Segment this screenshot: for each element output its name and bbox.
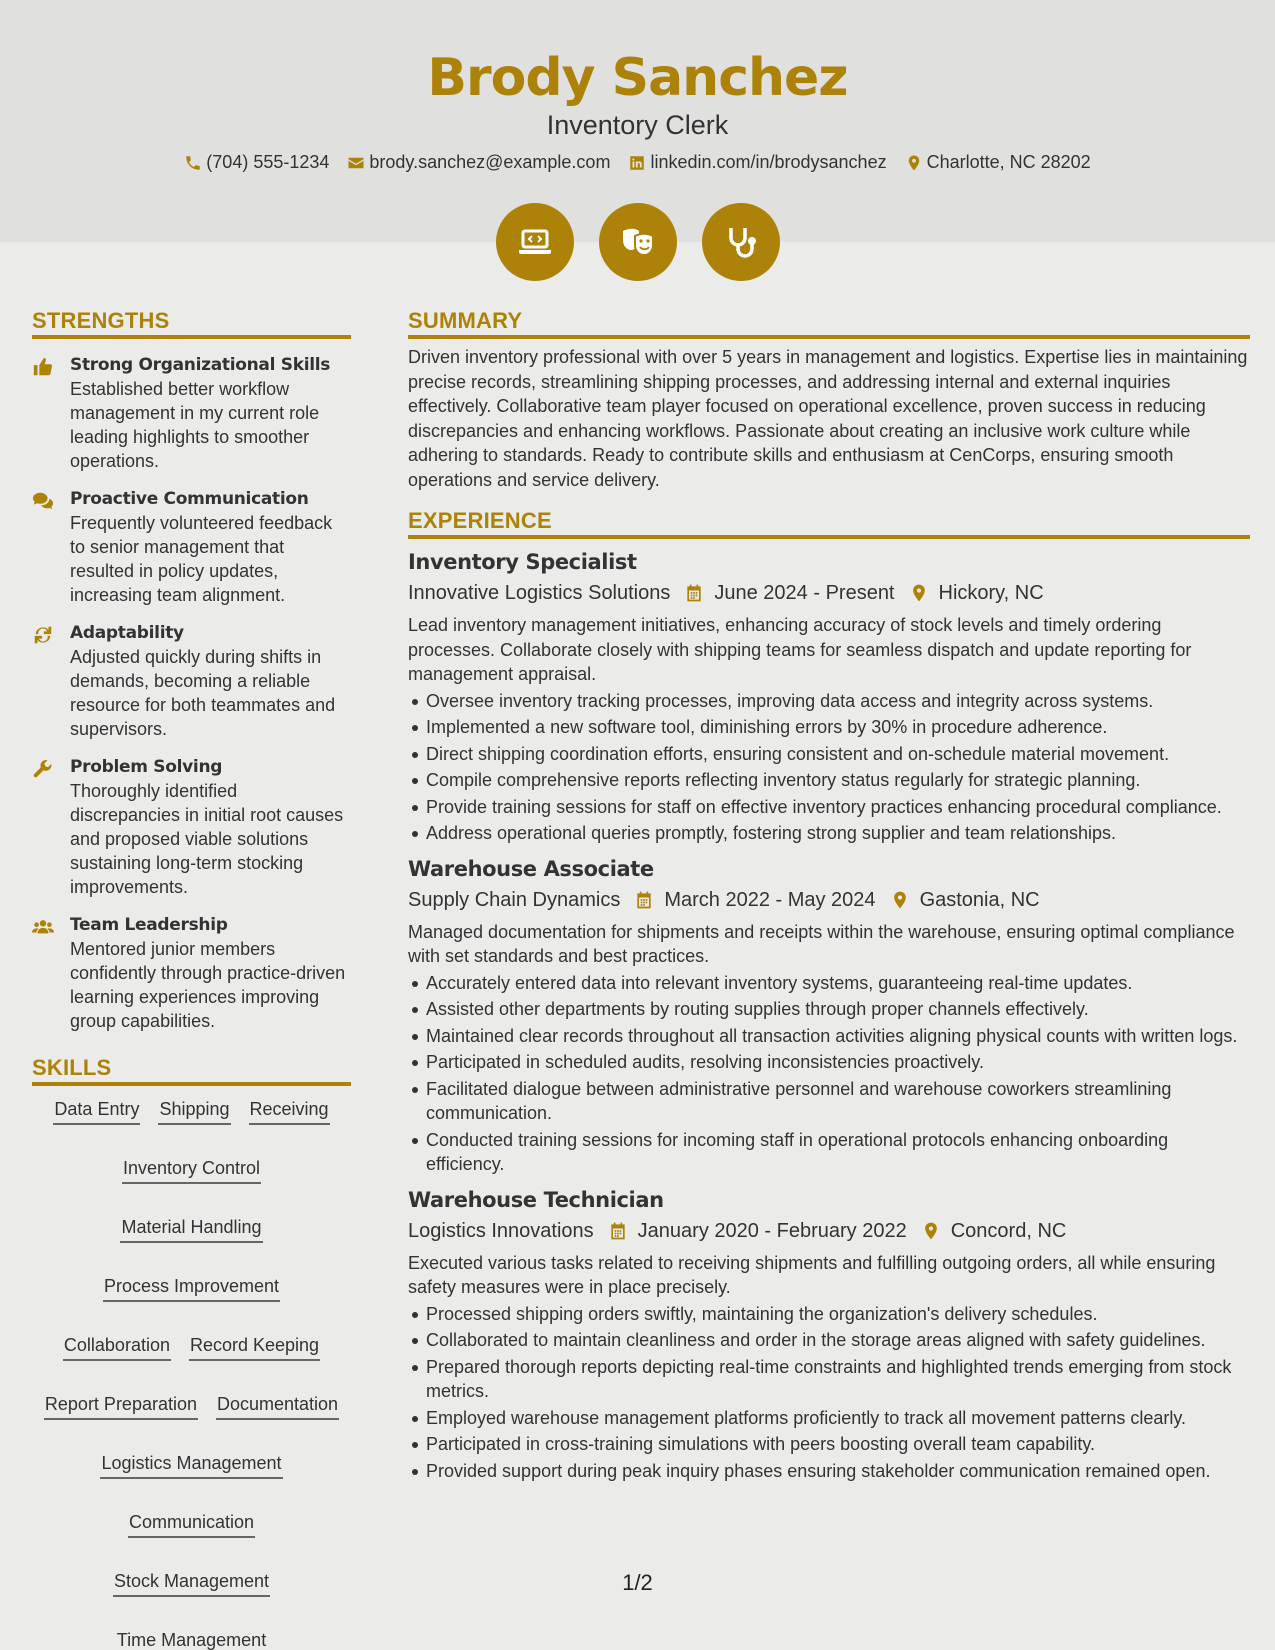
bullet-item: Facilitated dialogue between administrative personnel and warehouse coworkers streamlining communication. — [408, 1077, 1250, 1126]
linkedin-text: linkedin.com/in/brodysanchez — [650, 152, 887, 172]
strength-desc: Thoroughly identified discrepancies in initial root causes and proposed viable solutions sustaining long-term stocking improvements. — [70, 781, 344, 897]
strength-title: Adaptability — [70, 623, 184, 643]
calendar-icon — [634, 890, 654, 910]
bullet-item: Provided support during peak inquiry phases ensuring stakeholder communication remained open. — [408, 1459, 1250, 1484]
calendar-icon — [608, 1221, 628, 1241]
location-text: Charlotte, NC 28202 — [926, 152, 1091, 172]
bullet-item: Participated in scheduled audits, resolving inconsistencies proactively. — [408, 1050, 1250, 1075]
theater-masks-icon — [599, 203, 677, 281]
job-company: Innovative Logistics Solutions — [408, 582, 671, 604]
job-bullets — [408, 971, 1250, 1177]
strength-title: Team Leadership — [70, 915, 228, 935]
bullet-item: Participated in cross-training simulations with peers boosting overall team capability. — [408, 1432, 1250, 1457]
email-text: brody.sanchez@example.com — [369, 152, 611, 172]
job-entry — [408, 547, 1250, 846]
job-entry — [408, 854, 1250, 1177]
bullet-item: Collaborated to maintain cleanliness and order in the storage areas aligned with safety guidelines. — [408, 1328, 1250, 1353]
strength-item — [32, 913, 351, 1033]
skill-tag: Time Management — [116, 1629, 267, 1650]
bullet-item: Oversee inventory tracking processes, improving data access and integrity across systems. — [408, 689, 1250, 714]
left-column — [32, 308, 351, 1650]
page-number: 1/2 — [622, 1570, 653, 1595]
strength-title: Strong Organizational Skills — [70, 355, 331, 375]
skill-tag: Receiving — [249, 1098, 330, 1125]
strength-item — [32, 353, 351, 473]
bullet-item: Maintained clear records throughout all transaction activities aligning physical counts with written logs. — [408, 1024, 1250, 1049]
skill-tag: Documentation — [216, 1393, 339, 1420]
strengths-heading: STRENGTHS — [32, 308, 351, 339]
skill-tag: Collaboration — [63, 1334, 171, 1361]
bullet-item: Provide training sessions for staff on effective inventory practices enhancing procedural compliance. — [408, 795, 1250, 820]
job-bullets — [408, 689, 1250, 846]
job-position: Inventory Specialist — [408, 550, 637, 574]
job-dates: March 2022 - May 2024 — [664, 888, 876, 911]
job-position: Warehouse Technician — [408, 1187, 664, 1212]
contact-location — [905, 152, 1091, 173]
skill-tag: Report Preparation — [44, 1393, 198, 1420]
job-description: Lead inventory management initiatives, enhancing accuracy of stock levels and timely ordering processes. Collaborate closely with shipping teams for seamless dispatch and update reporting for management appraisal. — [408, 615, 1192, 684]
strength-title: Proactive Communication — [70, 489, 309, 509]
phone-icon — [184, 154, 202, 172]
bullet-item: Address operational queries promptly, fostering strong supplier and team relationships. — [408, 821, 1250, 846]
bullet-item: Direct shipping coordination efforts, ensuring consistent and on-schedule material movement. — [408, 742, 1250, 767]
skill-tag: Material Handling — [120, 1216, 262, 1243]
job-company: Supply Chain Dynamics — [408, 888, 621, 911]
laptop-code-icon — [496, 203, 574, 281]
strength-desc: Frequently volunteered feedback to senior management that resulted in policy updates, increasing team alignment. — [70, 513, 333, 605]
strength-desc: Mentored junior members confidently through practice-driven learning experiences improving group capabilities. — [70, 939, 346, 1031]
job-position: Warehouse Associate — [408, 856, 654, 881]
candidate-name: Brody Sanchez — [427, 48, 848, 108]
strength-item — [32, 621, 351, 741]
skill-tag: Communication — [128, 1511, 255, 1538]
map-marker-icon — [909, 583, 929, 603]
job-company: Logistics Innovations — [408, 1219, 594, 1242]
bullet-item: Compile comprehensive reports reflecting inventory status regularly for strategic planning. — [408, 768, 1250, 793]
job-meta — [408, 1216, 1250, 1246]
bullet-item: Conducted training sessions for incoming staff in operational protocols enhancing onboarding efficiency. — [408, 1128, 1250, 1177]
job-location: Gastonia, NC — [919, 888, 1040, 911]
skill-tag: Shipping — [158, 1098, 230, 1125]
envelope-icon — [347, 154, 365, 172]
hero-icons — [0, 203, 1275, 281]
skill-tag: Stock Management — [113, 1570, 270, 1597]
strength-item — [32, 487, 351, 607]
right-column — [408, 308, 1250, 1483]
wrench-icon — [32, 758, 54, 780]
job-title: Inventory Clerk — [546, 110, 729, 140]
skill-tag: Inventory Control — [122, 1157, 261, 1184]
contact-linkedin[interactable] — [628, 152, 886, 173]
linkedin-icon — [628, 154, 646, 172]
map-marker-icon — [905, 154, 923, 172]
sync-icon — [32, 624, 54, 646]
stethoscope-icon — [702, 203, 780, 281]
skill-tag: Process Improvement — [103, 1275, 280, 1302]
phone-text: (704) 555-1234 — [206, 152, 330, 172]
contact-email[interactable] — [347, 152, 610, 173]
bullet-item: Assisted other departments by routing supplies through proper channels effectively. — [408, 997, 1250, 1022]
contact-bar — [0, 152, 1275, 173]
skill-tag: Data Entry — [53, 1098, 140, 1125]
users-icon — [32, 916, 54, 938]
job-bullets — [408, 1302, 1250, 1484]
strength-title: Problem Solving — [70, 757, 223, 777]
strength-desc: Established better workflow management in my current role leading highlights to smoother operations. — [70, 379, 320, 471]
job-description: Executed various tasks related to receiving shipments and fulfilling outgoing orders, all while ensuring safety measures were in place precisely. — [408, 1252, 1216, 1297]
job-dates: January 2020 - February 2022 — [637, 1219, 907, 1242]
thumbs-up-icon — [32, 356, 54, 378]
job-meta — [408, 885, 1250, 915]
skills-list — [32, 1098, 351, 1650]
skills-heading: SKILLS — [32, 1055, 351, 1086]
contact-phone[interactable] — [184, 152, 329, 173]
bullet-item: Implemented a new software tool, diminishing errors by 30% in procedure adherence. — [408, 715, 1250, 740]
map-marker-icon — [921, 1221, 941, 1241]
strength-desc: Adjusted quickly during shifts in demands, becoming a reliable resource for both teammates and supervisors. — [70, 647, 336, 739]
job-location: Concord, NC — [950, 1219, 1067, 1242]
calendar-icon — [684, 583, 704, 603]
job-dates: June 2024 - Present — [714, 582, 895, 604]
job-entry — [408, 1185, 1250, 1484]
experience-heading: EXPERIENCE — [408, 508, 1250, 539]
summary-heading: SUMMARY — [408, 308, 1250, 339]
job-meta — [408, 578, 1250, 608]
job-location: Hickory, NC — [938, 582, 1044, 604]
bullet-item: Prepared thorough reports depicting real-time constraints and highlighted trends emerging from stock metrics. — [408, 1355, 1250, 1404]
bullet-item: Employed warehouse management platforms proficiently to track all movement patterns clearly. — [408, 1406, 1250, 1431]
skill-tag: Record Keeping — [189, 1334, 320, 1361]
bullet-item: Processed shipping orders swiftly, maintaining the organization's delivery schedules. — [408, 1302, 1250, 1327]
comments-icon — [32, 490, 54, 512]
skill-tag: Logistics Management — [100, 1452, 282, 1479]
resume-header — [0, 0, 1275, 242]
job-description: Managed documentation for shipments and receipts within the warehouse, ensuring optimal compliance with set standards and best practices. — [408, 921, 1235, 966]
summary-text: Driven inventory professional with over 5 years in management and logistics. Expertise lies in maintaining precise records, streamlining shipping processes, and addressing internal and external inquiries effectively. Collaborative team player focused on operational excellence, proven success in reducing discrepancies and enhancing workflows. Passionate about creating an inclusive work culture while adhering to standards. Ready to contribute skills and enthusiasm at CenCorps, ensuring smooth operations and service delivery. — [408, 347, 1248, 490]
strength-item — [32, 755, 351, 899]
map-marker-icon — [890, 890, 910, 910]
bullet-item: Accurately entered data into relevant inventory systems, guaranteeing real-time updates. — [408, 971, 1250, 996]
